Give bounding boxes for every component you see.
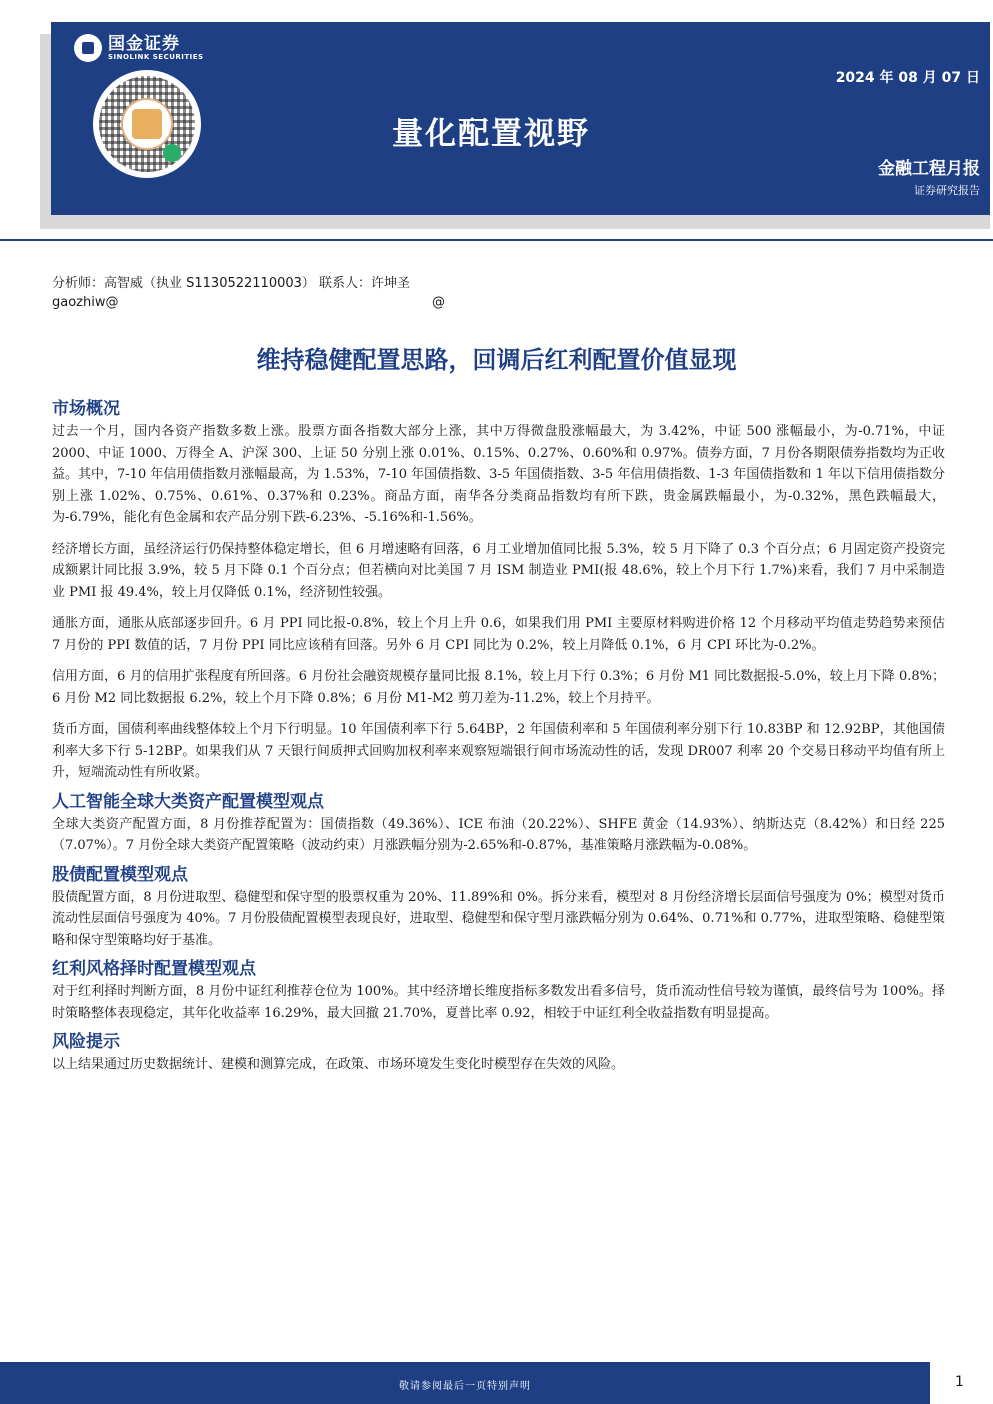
risk-paragraph: 以上结果通过历史数据统计、建模和测算完成，在政策、市场环境发生变化时模型存在失效的风险。 [52, 1057, 625, 1072]
header-divider [0, 239, 993, 241]
report-date: 2024 年 08 月 07 日 [835, 70, 980, 86]
author-emails [52, 293, 452, 313]
market-paragraph-3: 通胀方面，通胀从底部逐步回升。6 月 PPI 同比报-0.8%，较上个月上升 0.6，如果我们用 PMI 主要原材料购进价格 12 个月移动平均值走势趋势来预估 7 月份的 PPI 数值的话，7 月份 PPI 同比应该稍有回落。另外 6 月 CPI 同比为 0.2%，较上月降低 0.1%，6 月 CPI 环比为-0.2%。 [52, 616, 945, 653]
section-title-stockbond: 股债配置模型观点 [52, 864, 188, 885]
page-number: 1 [955, 1374, 964, 1390]
market-paragraph-5: 货币方面，国债利率曲线整体较上个月下行明显。10 年国债利率下行 5.64BP，2 年国债利率和 5 年国债利率分别下行 10.83BP 和 12.92BP，其他国债利率大多下行 5-12BP。如果我们从 7 天银行间质押式回购加权利率来观察短端银行间市场流动性的话，发现 DR007 利率 20 个交易日移动平均值有所上升，短端流动性有所收紧。 [52, 722, 945, 780]
qr-code-icon [93, 70, 201, 178]
footer-bar [0, 1362, 930, 1404]
logo-icon [74, 34, 102, 62]
section-title-risk: 风险提示 [52, 1032, 120, 1052]
author-line: 分析师：高智威（执业 S1130522110003） 联系人：许坤圣 [52, 276, 411, 291]
section-title-market: 市场概况 [52, 399, 120, 419]
report-headline: 维持稳健配置思路，回调后红利配置价值显现 [256, 346, 737, 374]
market-paragraph-2: 经济增长方面，虽经济运行仍保持整体稳定增长，但 6 月增速略有回落，6 月工业增加值同比报 5.3%，较 5 月下降了 0.3 个百分点；6 月固定资产投资完成额累计同比报 3.9%，较 5 月下降 0.1 个百分点；但若横向对比美国 7 月 ISM 制造业 PMI(报 48.6%，较上个月下行 1.7%)来看，我们 7 月中采制造业 PMI 报 49.4%，较上月仅降低 0.1%，经济韧性较强。 [52, 541, 945, 600]
logo-name-cn: 国金证券 [108, 33, 180, 54]
disclaimer-note: 敬请参阅最后一页特别声明 [399, 1381, 531, 1392]
page-title: 量化配置视野 [392, 116, 590, 152]
brand-logo [74, 34, 204, 62]
market-paragraph-1: 过去一个月，国内各资产指数多数上涨。股票方面各指数大部分上涨，其中万得微盘股涨幅最大，为 3.42%，中证 500 涨幅最小，为-0.71%，中证 2000、中证 1000、万得全 A、沪深 300、上证 50 分别上涨 0.01%、0.15%、0.27%、0.60%和 0.97%。债券方面，7 月份各期限债券指数均为正收益。其中，7-10 年信用债指数月涨幅最高，为 1.53%，7-10 年国债指数、3-5 年国债指数、3-5 年信用债指数、1-3 年国债指数和 1 年以下信用债指数分别上涨 1.02%、0.75%、0.61%、0.37%和 0.23%。商品方面，南华各分类商品指数均有所下跌，贵金属跌幅最小，为-0.32%，黑色跌幅最大，为-6.79%，能化有色金属和农产品分别下跌-6.23%、-5.16%和-1.56%。 [52, 424, 945, 525]
market-paragraph-4: 信用方面，6 月的信用扩张程度有所回落。6 月份社会融资规模存量同比报 8.1%，较上月下行 0.3%；6 月份 M1 同比数据报-5.0%，较上月下降 0.8%；6 月份 M2 同比数据报 6.2%，较上个月下降 0.8%；6 月份 M1-M2 剪刀差为-11.2%，较上个月持平。 [52, 669, 945, 706]
section-title-dividend: 红利风格择时配置模型观点 [52, 959, 256, 979]
dividend-paragraph: 对于红利择时判断方面，8 月份中证红利推荐仓位为 100%。其中经济增长维度指标多数发出看多信号，货币流动性信号较为谨慎，最终信号为 100%。择时策略整体表现稳定，其年化收益率 16.29%，最大回撤 21.70%，夏普比率 0.92，相较于中证红利全收益指数有明显提高。 [52, 984, 945, 1021]
stockbond-paragraph: 股债配置方面，8 月份进取型、稳健型和保守型的股票权重为 20%、11.89%和 0%。拆分来看，模型对 8 月份经济增长层面信号强度为 0%；模型对货币流动性层面信号强度为 40%。7 月份股债配置模型表现良好，进取型、稳健型和保守型月涨跌幅分别为 0.64%、0.71%和 0.77%，进取型策略、稳健型策略和保守型策略均好于基准。 [52, 889, 945, 948]
analyst-email: gaozhiw@ [52, 295, 119, 310]
report-subtype: 证券研究报告 [914, 184, 980, 197]
logo-name-en: SINOLINK SECURITIES [108, 52, 204, 61]
report-body [52, 397, 945, 1076]
mini-program-icon [163, 144, 181, 162]
contact-email: @ [432, 295, 445, 310]
report-type: 金融工程月报 [878, 159, 980, 179]
section-title-ai: 人工智能全球大类资产配置模型观点 [52, 791, 324, 812]
ai-paragraph: 全球大类资产配置方面，8 月份推荐配置为：国债指数（49.36%）、ICE 布油（20.22%）、SHFE 黄金（14.93%）、纳斯达克（8.42%）和日经 225（7.07%）。7 月份全球大类资产配置策略（波动约束）月涨跌幅分别为-2.65%和-0.87%，基准策略月涨跌幅为-0.08%。 [52, 816, 945, 853]
